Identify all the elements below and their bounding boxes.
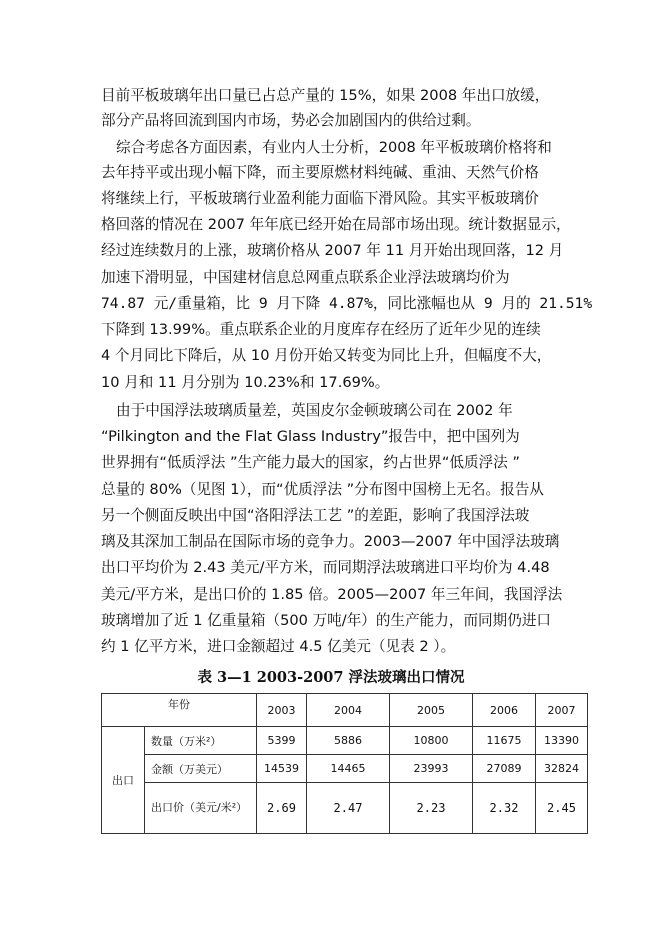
value-cell: 2.47 (307, 783, 390, 834)
text-line: 由于中国浮法玻璃质量差，英国皮尔金顿玻璃公司在 2002 年 (116, 402, 513, 419)
text-line: 璃及其深加工制品在国际市场的竞争力。2003—2007 年中国浮法玻璃 (101, 533, 560, 550)
text-line: 玻璃增加了近 1 亿重量箱（500 万吨/年）的生产能力，而同期仍进口 (101, 612, 552, 629)
value-cell: 2.45 (536, 783, 588, 834)
value-cell: 2.32 (473, 783, 536, 834)
text-line: 74.87 元/重量箱，比 9 月下降 4.87%，同比涨幅也从 9 月的 21.51% (101, 295, 593, 312)
text-line: 综合考虑各方面因素，有业内人士分析，2008 年平板玻璃价格将和 (116, 139, 552, 156)
value-cell: 27089 (473, 755, 536, 783)
text-line: 目前平板玻璃年出口量已占总产量的 15%，如果 2008 年出口放缓， (101, 87, 550, 104)
text-line: 去年持平或出现小幅下降，而主要原燃材料纯碱、重油、天然气价格 (101, 164, 539, 181)
value-cell: 5399 (257, 727, 307, 755)
text-line: 将继续上行，平板玻璃行业盈利能力面临下滑风险。其实平板玻璃价 (101, 190, 539, 207)
text-line: 经过连续数月的上涨，玻璃价格从 2007 年 11 月开始出现回落，12 月 (101, 242, 564, 259)
year-cell: 2004 (307, 694, 390, 727)
year-header-cell: 年份 (102, 694, 257, 727)
row-label-cell: 金额（万美元） (145, 755, 257, 783)
table-row (102, 755, 588, 783)
value-cell: 13390 (536, 727, 588, 755)
value-cell: 32824 (536, 755, 588, 783)
text-line: 约 1 亿平方米，进口金额超过 4.5 亿美元（见表 2 ）。 (101, 638, 456, 655)
text-line: 出口平均价为 2.43 美元/平方米，而同期浮法玻璃进口平均价为 4.48 (101, 559, 550, 576)
text-line: 另一个侧面反映出中国“洛阳浮法工艺 ”的差距，影响了我国浮法玻 (101, 507, 530, 524)
text-line: 加速下滑明显，中国建材信息总网重点联系企业浮法玻璃均价为 (101, 269, 510, 286)
text-line: 下降到 13.99%。重点联系企业的月度库存在经历了近年少见的连续 (101, 321, 541, 338)
text-line: 世界拥有“低质浮法 ”生产能力最大的国家，约占世界“低质浮法 ” (101, 454, 520, 471)
table-row (102, 727, 588, 755)
text-line: 10 月和 11 月分别为 10.23%和 17.69%。 (101, 374, 390, 391)
row-label-cell: 出口价（美元/米²） (145, 783, 257, 834)
text-line: 4 个月同比下降后，从 10 月份开始又转变为同比上升，但幅度不大， (101, 347, 552, 364)
group-label-cell: 出口 (102, 727, 145, 834)
table-row (102, 783, 588, 834)
text-line: 格回落的情况在 2007 年年底已经开始在局部市场出现。统计数据显示， (101, 216, 571, 233)
value-cell: 11675 (473, 727, 536, 755)
value-cell: 23993 (390, 755, 473, 783)
value-cell: 2.23 (390, 783, 473, 834)
text-line: “Pilkington and the Flat Glass Industry”报告中，把中国列为 (101, 428, 520, 445)
text-line: 总量的 80%（见图 1），而“优质浮法 ”分布图中国榜上无名。报告从 (101, 481, 544, 498)
year-cell: 2006 (473, 694, 536, 727)
row-label-cell: 数量（万米²） (145, 727, 257, 755)
table-caption: 表 3—1 2003-2007 浮法玻璃出口情况 (197, 669, 465, 686)
value-cell: 5886 (307, 727, 390, 755)
value-cell: 14539 (257, 755, 307, 783)
text-line: 美元/平方米，是出口价的 1.85 倍。2005—2007 年三年间，我国浮法 (101, 586, 563, 603)
export-table (101, 693, 588, 834)
year-cell: 2007 (536, 694, 588, 727)
table-header-row (102, 694, 588, 727)
value-cell: 14465 (307, 755, 390, 783)
value-cell: 10800 (390, 727, 473, 755)
value-cell: 2.69 (257, 783, 307, 834)
year-cell: 2003 (257, 694, 307, 727)
year-cell: 2005 (390, 694, 473, 727)
text-line: 部分产品将回流到国内市场，势必会加剧国内的供给过剩。 (101, 112, 481, 129)
